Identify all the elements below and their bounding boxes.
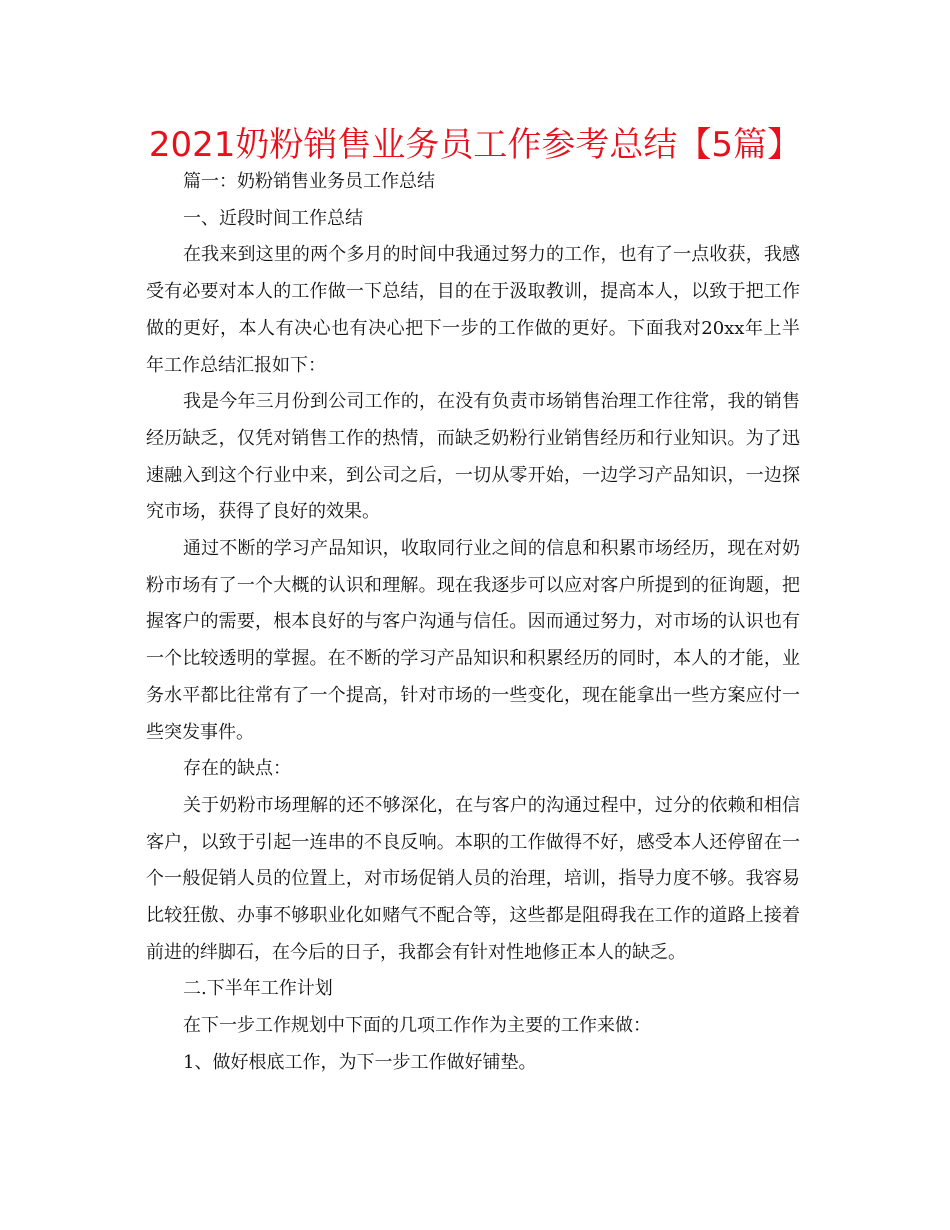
paragraph-plan-intro: 在下一步工作规划中下面的几项工作作为主要的工作来做：	[183, 1015, 651, 1037]
section-heading-part-one: 篇一：奶粉销售业务员工作总结	[183, 171, 435, 192]
document-title: 2021奶粉销售业务员工作参考总结【5篇】	[148, 125, 802, 165]
paragraph-intro: 在我来到这里的两个多月的时间中我通过努力的工作，也有了一点收获，我感受有必要对本人的工作做一下总结，目的在于汲取教训，提高本人，以致于把工作做的更好，本人有决心也有决心把下一步的工作做的更好。下面我对20xx年上半年工作总结汇报如下：	[146, 244, 800, 376]
paragraph-shortcomings: 关于奶粉市场理解的还不够深化，在与客户的沟通过程中，过分的依赖和相信客户，以致于引起一连串的不良反响。本职的工作做得不好，感受本人还停留在一个一般促销人员的位置上，对市场促销人员的治理，培训，指导力度不够。我容易比较狂傲、办事不够职业化如赌气不配合等，这些都是阻碍我在工作的道路上接着前进的绊脚石，在今后的日子，我都会有针对性地修正本人的缺乏。	[146, 794, 800, 963]
section-heading-plan: 二.下半年工作计划	[183, 978, 333, 1000]
document-body	[146, 164, 800, 1082]
list-item-plan-1: 1、做好根底工作，为下一步工作做好铺垫。	[183, 1051, 537, 1073]
section-heading-shortcomings: 存在的缺点：	[183, 758, 291, 780]
section-heading-recent-summary: 一、近段时间工作总结	[183, 207, 363, 229]
paragraph-progress: 通过不断的学习产品知识，收取同行业之间的信息和积累市场经历，现在对奶粉市场有了一个大概的认识和理解。现在我逐步可以应对客户所提到的征询题，把握客户的需要，根本良好的与客户沟通与信任。因而通过努力，对市场的认识也有一个比较透明的掌握。在不断的学习产品知识和积累经历的同时，本人的才能，业务水平都比往常有了一个提高，针对市场的一些变化，现在能拿出一些方案应付一些突发事件。	[146, 538, 800, 743]
paragraph-background: 我是今年三月份到公司工作的，在没有负责市场销售治理工作往常，我的销售经历缺乏，仅凭对销售工作的热情，而缺乏奶粉行业销售经历和行业知识。为了迅速融入到这个行业中来，到公司之后，一切从零开始，一边学习产品知识，一边探究市场，获得了良好的效果。	[146, 391, 800, 523]
